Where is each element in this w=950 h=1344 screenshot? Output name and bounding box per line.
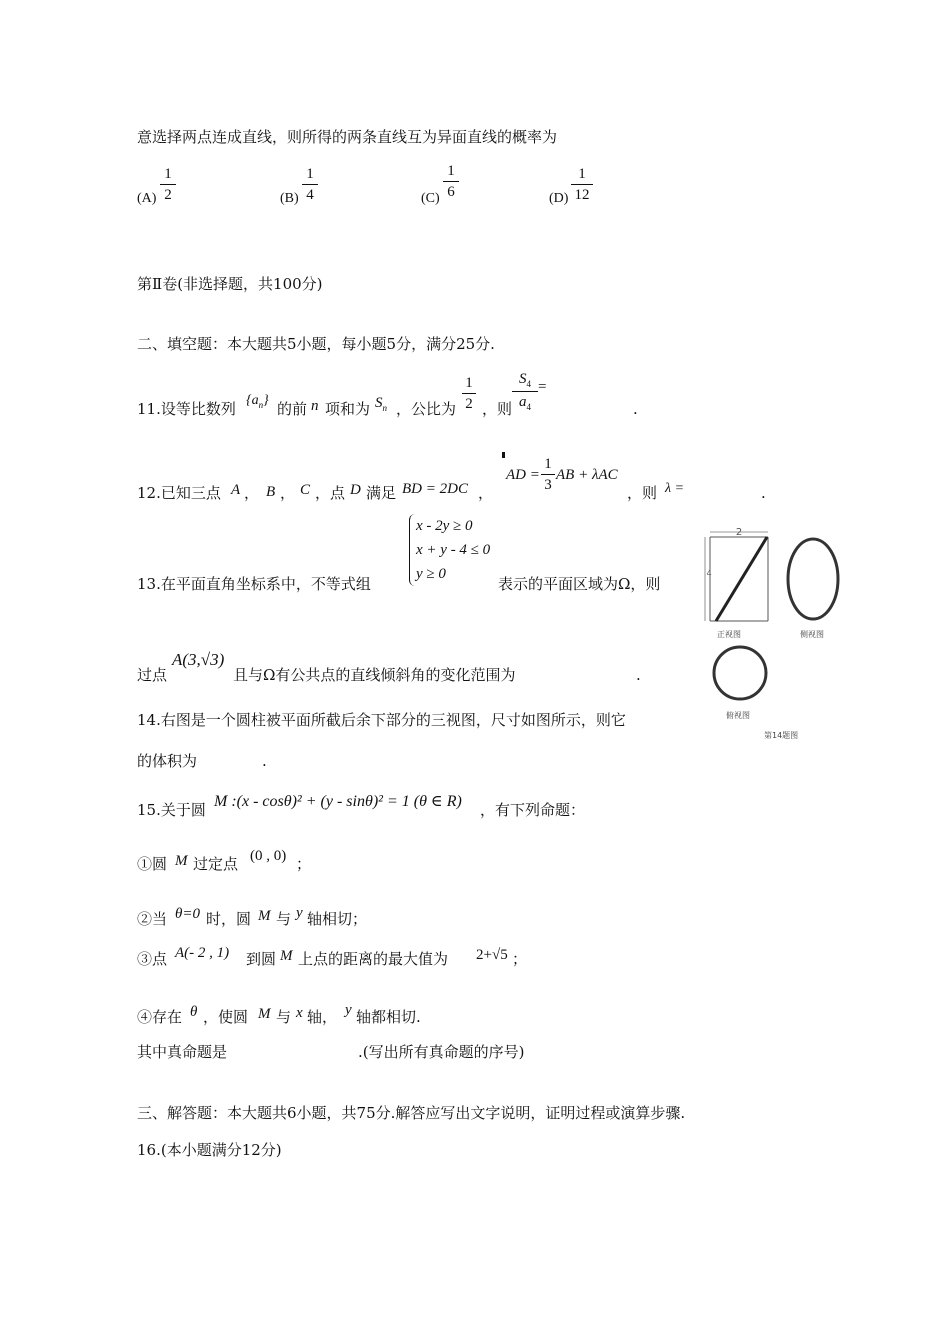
q15-answer-prefix: 其中真命题是: [137, 1043, 228, 1061]
fraction-numerator: 1: [541, 457, 555, 475]
fraction-numerator: 1: [462, 376, 476, 394]
q11-sequence: [246, 393, 269, 411]
seq-close: }: [263, 393, 269, 408]
q12-text-d: ，: [478, 484, 494, 502]
sum-sub: n: [382, 403, 387, 413]
q13-text-c: 过点: [137, 666, 168, 684]
q12-vector-left: AD =: [506, 467, 540, 483]
prop2-d: 轴相切；: [307, 910, 368, 928]
top-view-label: 俯视图: [726, 711, 750, 720]
q13-end: .: [636, 666, 641, 684]
den-symbol: a: [519, 394, 527, 410]
prop3-value: 2+√5: [476, 947, 508, 963]
q13-text-d: 且与Ω有公共点的直线倾斜角的变化范围为: [233, 666, 516, 684]
num-sub: 4: [526, 379, 531, 389]
q12-vector-right: AB + λAC: [556, 467, 618, 483]
prop4-b: ，使圆: [203, 1008, 249, 1026]
q13-text-b: 表示的平面区域为Ω，则: [498, 575, 661, 593]
prop4-x: x: [296, 1005, 303, 1021]
q12-point-b: B: [266, 484, 276, 500]
prop4-d: 轴，: [307, 1008, 338, 1026]
q12-lambda: λ =: [665, 481, 685, 496]
fraction-denominator: 3: [544, 477, 552, 493]
q14-line2: 的体积为: [137, 752, 198, 770]
q12-sep2: ，: [280, 484, 296, 502]
q12-point-c: C: [300, 482, 311, 498]
fraction-denominator: [512, 392, 538, 412]
q12-text-c: 满足: [366, 484, 397, 502]
option-label: (C): [421, 191, 440, 206]
part2-title: 第Ⅱ卷(非选择题，共100分): [137, 275, 323, 293]
prop4-y: y: [345, 1002, 352, 1018]
prop4-M: M: [258, 1006, 271, 1022]
prop1-point: (0 , 0): [250, 848, 287, 864]
prop2-a: ②当: [137, 910, 168, 928]
front-view: [705, 527, 768, 639]
option-label: (A): [137, 191, 157, 206]
option-label: (B): [280, 191, 299, 206]
inequality-2: x + y - 4 ≤ 0: [416, 542, 491, 558]
option-label: (D): [549, 191, 569, 206]
sum-symbol: S: [375, 395, 383, 411]
q12-text-b: ，点: [315, 484, 346, 502]
prop3-b: 到圆: [246, 950, 277, 968]
prop4-theta: θ: [190, 1004, 198, 1020]
q12-prefix: 12.已知三点: [137, 484, 221, 502]
fraction-numerator: 1: [571, 167, 593, 185]
fraction-numerator: 1: [302, 167, 318, 185]
q11-prefix: 11.设等比数列: [137, 400, 236, 418]
side-view-label: 侧视图: [800, 630, 824, 639]
prop2-c: 与: [276, 910, 292, 928]
option-fraction: [160, 167, 176, 203]
prop2-M: M: [258, 908, 271, 924]
seq-sub: n: [258, 399, 264, 410]
q11-sum: [375, 394, 387, 414]
prop3-d: ；: [512, 950, 528, 968]
q11-n: n: [311, 398, 319, 414]
dimension-left: 4: [706, 569, 712, 578]
inequality-1: x - 2y ≥ 0: [416, 518, 473, 534]
q12-text-e: ，则: [627, 484, 658, 502]
vector-mark-icon: [502, 452, 505, 458]
fraction-numerator: 1: [160, 167, 176, 185]
prop3-point: A(- 2 , 1): [175, 945, 230, 961]
q11-fraction: [512, 372, 538, 412]
prop2-b: 时，圆: [206, 910, 252, 928]
front-view-label: 正视图: [717, 630, 741, 639]
prop2-condition: θ=0: [175, 906, 200, 922]
section3-title: 三、解答题：本大题共6小题，共75分.解答应写出文字说明，证明过程或演算步骤.: [137, 1104, 686, 1122]
q11-ratio: [462, 376, 476, 412]
three-view-figure: [700, 520, 860, 750]
q16-title: 16.(本小题满分12分): [137, 1141, 282, 1159]
q11-text-c: 项和为: [325, 400, 371, 418]
q15-answer-suffix: .(写出所有真命题的序号): [358, 1043, 525, 1061]
q12-point-a: A: [231, 482, 241, 498]
circle-equation: M :(x - cosθ)² + (y - sinθ)² = 1 (θ ∈ R): [214, 793, 462, 810]
prop4-c: 与: [276, 1008, 292, 1026]
q14-end: .: [262, 752, 267, 770]
q15-text-b: ，有下列命题：: [480, 801, 586, 819]
prop1-c: ；: [296, 855, 312, 873]
q12-condition: BD = 2DC: [402, 481, 468, 497]
prop1-M: M: [175, 853, 188, 869]
seq-open: {a: [246, 393, 259, 408]
q11-text-d: ，公比为: [396, 400, 457, 418]
fraction-denominator: 2: [465, 396, 473, 412]
prop2-y: y: [296, 905, 303, 921]
q12-end: .: [761, 484, 766, 502]
prop1-a: ①圆: [137, 855, 168, 873]
q12-point-d: D: [350, 482, 361, 498]
q11-text-b: 的前: [277, 400, 308, 418]
q11-equals: =: [538, 379, 547, 395]
q10-text: 意选择两点连成直线，则所得的两条直线互为异面直线的概率为: [137, 128, 558, 146]
prop3-c: 上点的距离的最大值为: [298, 950, 449, 968]
fraction-denominator: 4: [306, 187, 314, 203]
section2-title: 二、填空题：本大题共5小题，每小题5分，满分25分.: [137, 335, 495, 353]
q11-text-e: ，则: [482, 400, 513, 418]
prop4-e: 轴都相切.: [356, 1008, 421, 1026]
q13-point: A(3,√3): [172, 650, 225, 669]
num-symbol: S: [519, 371, 527, 387]
q13-prefix: 13.在平面直角坐标系中，不等式组: [137, 575, 371, 593]
dimension-top: 2: [735, 527, 743, 538]
prop3-M: M: [280, 948, 293, 964]
side-view: [788, 539, 838, 639]
q11-end: .: [633, 400, 638, 418]
top-view: [714, 647, 766, 720]
q14-line1: 14.右图是一个圆柱被平面所截后余下部分的三视图，尺寸如图所示，则它: [137, 711, 626, 729]
figure-caption: 第14题图: [764, 731, 799, 740]
fraction-numerator: 1: [443, 164, 459, 182]
prop3-a: ③点: [137, 950, 168, 968]
fraction-denominator: 12: [574, 187, 590, 203]
inequality-3: y ≥ 0: [416, 566, 446, 582]
option-fraction: [443, 164, 459, 200]
fraction-denominator: 6: [447, 184, 455, 200]
prop1-b: 过定点: [193, 855, 239, 873]
q12-sep1: ，: [244, 484, 260, 502]
option-fraction: [302, 167, 318, 203]
fraction-numerator: [512, 372, 538, 392]
q15-prefix: 15.关于圆: [137, 801, 206, 819]
den-sub: 4: [526, 402, 531, 412]
q12-vector-fraction: [541, 457, 555, 493]
fraction-denominator: 2: [164, 187, 172, 203]
inequality-system: [409, 514, 490, 586]
option-fraction: [571, 167, 593, 203]
prop4-a: ④存在: [137, 1008, 183, 1026]
